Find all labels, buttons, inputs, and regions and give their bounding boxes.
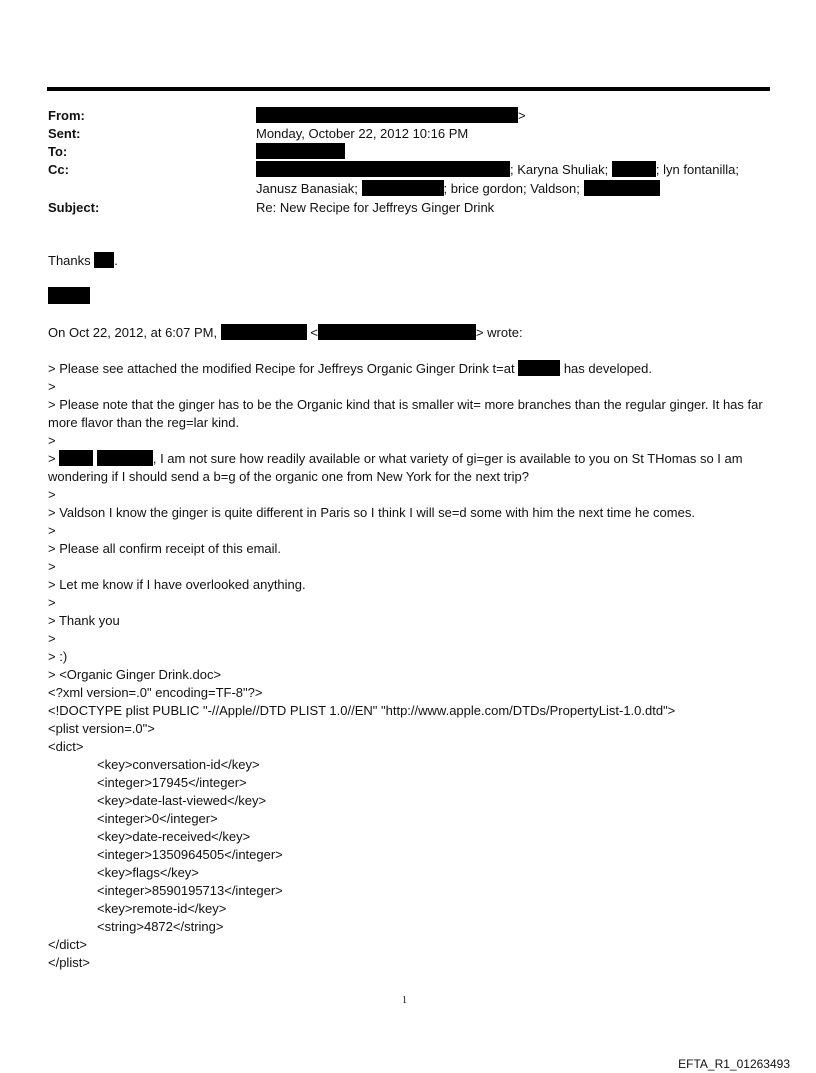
to-value <box>256 143 345 161</box>
quote-text: > <box>48 451 56 466</box>
cc-text-4: ; brice gordon; Valdson; <box>443 181 580 196</box>
to-label: To: <box>48 144 68 159</box>
xml-line: <integer>0</integer> <box>97 811 218 826</box>
quote-line: > <box>48 559 56 574</box>
xml-line: <key>conversation-id</key> <box>97 757 260 772</box>
xml-line: </dict> <box>48 937 88 952</box>
quote-line: > Thank you <box>48 613 120 628</box>
quote-line: > :) <box>48 649 68 664</box>
quote-header-text: On Oct 22, 2012, at 6:07 PM, <box>48 325 218 340</box>
xml-line: </plist> <box>48 955 90 970</box>
redaction-block <box>256 143 345 159</box>
quote-line: > Please all confirm receipt of this email. <box>48 541 282 556</box>
quote-line: > <box>48 379 56 394</box>
quote-line: > <box>48 433 56 448</box>
quote-line: > Please note that the ginger has to be the Organic kind that is smaller wit= more branches than the regular ginger. It has far more flavor than the reg=lar kind. <box>48 397 763 430</box>
redaction-block <box>48 287 90 304</box>
quote-header-wrote: > wrote: <box>475 325 523 340</box>
xml-line: <key>flags</key> <box>97 865 199 880</box>
redaction-block <box>612 161 656 177</box>
quote-line <box>48 360 652 378</box>
redaction-block <box>221 324 307 340</box>
redaction-block <box>584 180 660 196</box>
redaction-block <box>94 252 114 268</box>
from-label: From: <box>48 108 85 123</box>
xml-line: <?xml version=.0" encoding=TF-8"?> <box>48 685 263 700</box>
thanks-line <box>48 252 118 270</box>
redaction-block <box>362 180 444 196</box>
xml-line: <plist version=.0"> <box>48 721 155 736</box>
redaction-block <box>256 161 510 177</box>
quote-line: > Let me know if I have overlooked anything. <box>48 577 306 592</box>
thanks-text: Thanks <box>48 253 91 268</box>
quote-header <box>48 324 523 342</box>
quote-line: > <box>48 595 56 610</box>
xml-line: <key>date-last-viewed</key> <box>97 793 267 808</box>
from-value <box>256 107 526 125</box>
redaction-block <box>256 107 518 123</box>
cc-text-3: Janusz Banasiak; <box>256 181 358 196</box>
cc-text-2: ; lyn fontanilla; <box>655 162 740 177</box>
cc-label: Cc: <box>48 162 69 177</box>
signature-redaction <box>48 287 90 306</box>
sent-label: Sent: <box>48 126 81 141</box>
redaction-block <box>518 360 560 376</box>
quote-text: has developed. <box>563 361 652 376</box>
quote-line: > Valdson I know the ginger is quite different in Paris so I think I will se=d some with him the next time he comes. <box>48 505 695 520</box>
from-suffix: > <box>518 108 526 123</box>
quote-line: > <box>48 631 56 646</box>
cc-text-1: ; Karyna Shuliak; <box>510 162 609 177</box>
quote-line: > <box>48 523 56 538</box>
redaction-block <box>97 450 153 466</box>
page-number: 1 <box>402 995 407 1006</box>
quote-text: > Please see attached the modified Recipe for Jeffreys Organic Ginger Drink t=at <box>48 361 515 376</box>
header-rule <box>47 87 770 91</box>
sent-value: Monday, October 22, 2012 10:16 PM <box>256 126 469 141</box>
xml-line: <integer>1350964505</integer> <box>97 847 283 862</box>
quote-line: wondering if I should send a b=g of the organic one from New York for the next trip? <box>48 469 529 484</box>
xml-line: <string>4872</string> <box>97 919 224 934</box>
quote-line: > <box>48 487 56 502</box>
redaction-block <box>318 324 476 340</box>
subject-value: Re: New Recipe for Jeffreys Ginger Drink <box>256 200 495 215</box>
quote-line: > <Organic Ginger Drink.doc> <box>48 667 222 682</box>
xml-line: <dict> <box>48 739 84 754</box>
xml-line: <integer>8590195713</integer> <box>97 883 283 898</box>
cc-value-line1 <box>256 161 739 179</box>
quote-header-lt: < <box>310 325 318 340</box>
xml-line: <key>date-received</key> <box>97 829 251 844</box>
xml-line: <key>remote-id</key> <box>97 901 227 916</box>
redaction-block <box>59 450 93 466</box>
cc-value-line2 <box>256 180 660 198</box>
quote-line <box>48 450 743 468</box>
thanks-period: . <box>114 253 118 268</box>
subject-label: Subject: <box>48 200 100 215</box>
bates-number: EFTA_R1_01263493 <box>678 1057 790 1071</box>
xml-line: <integer>17945</integer> <box>97 775 247 790</box>
xml-line: <!DOCTYPE plist PUBLIC "-//Apple//DTD PLIST 1.0//EN" "http://www.apple.com/DTDs/PropertyList-1.0.dtd"> <box>48 703 676 718</box>
quote-text: , I am not sure how readily available or what variety of gi=ger is available to you on St THomas so I am <box>152 451 743 466</box>
